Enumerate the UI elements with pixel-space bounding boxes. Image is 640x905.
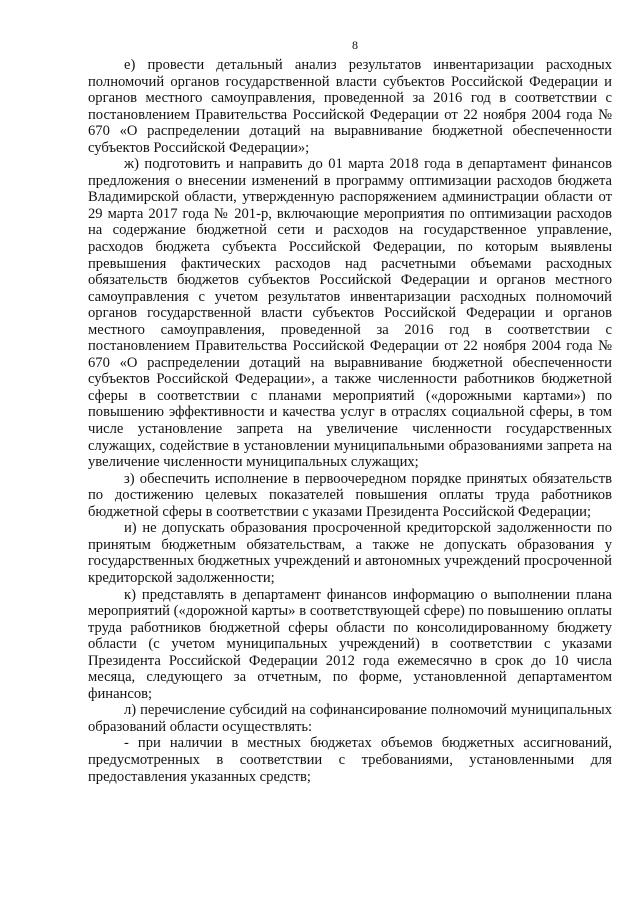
paragraph-i: и) не допускать образования просроченной кредиторской задолженности по принятым бюджетным обязательствам, а также не допускать образования у государственных бюджетных учреждений и автономных учреждений просроченной кредиторской задолженности;	[88, 520, 612, 586]
paragraph-e: е) провести детальный анализ результатов инвентаризации расходных полномочий органов государственной власти субъектов Российской Федерации и органов местного самоуправления, проведенной за 2016 год в соответствии с постановлением Правительства Российской Федерации от 22 ноября 2004 года № 670 «О распределении дотаций на выравнивание бюджетной обеспеченности субъектов Российской Федерации»;	[88, 57, 612, 156]
paragraph-l-item: - при наличии в местных бюджетах объемов бюджетных ассигнований, предусмотренных в соответствии с требованиями, установленными для предоставления указанных средств;	[88, 735, 612, 785]
paragraph-k: к) представлять в департамент финансов информацию о выполнении плана мероприятий («дорожной карты» в соответствующей сфере) по повышению оплаты труда работников бюджетной сферы области по консолидированному бюджету области (с учетом муниципальных учреждений) в соответствии с указами Президента Российской Федерации 2012 года ежемесячно в срок до 10 числа месяца, следующего за отчетным, по форме, установленной департаментом финансов;	[88, 586, 612, 702]
page-number: 8	[352, 38, 358, 52]
paragraph-zh: ж) подготовить и направить до 01 марта 2018 года в департамент финансов предложения о внесении изменений в программу оптимизации расходов бюджета Владимирской области, утвержденную распоряжением администрации области от 29 марта 2017 года № 201-р, включающие мероприятия по оптимизации расходов на содержание бюджетной сети и расходов на государственное управление, расходов бюджета субъекта Российской Федерации, по которым выявлены превышения фактических расходов над расчетными объемами расходных обязательств бюджетов субъектов Российской Федерации и органов местного самоуправления с учетом результатов инвентаризации расходных полномочий органов государственной власти субъектов Российской Федерации и органов местного самоуправления, проведенной за 2016 год в соответствии с постановлением Правительства Российской Федерации от 22 ноября 2004 года № 670 «О распределении дотаций на выравнивание бюджетной обеспеченности субъектов Российской Федерации», а также численности работников бюджетной сферы в соответствии с планами мероприятий («дорожными картами») по повышению эффективности и качества услуг в отраслях социальной сферы, в том числе установление запрета на увеличение численности государственных служащих, содействие в установлении муниципальными образованиями запрета на увеличение численности муниципальных служащих;	[88, 156, 612, 471]
paragraph-l: л) перечисление субсидий на софинансирование полномочий муниципальных образований области осуществлять:	[88, 702, 612, 735]
paragraph-z: з) обеспечить исполнение в первоочередном порядке принятых обязательств по достижению целевых показателей повышения оплаты труда работников бюджетной сферы в соответствии с указами Президента Российской Федерации;	[88, 470, 612, 520]
